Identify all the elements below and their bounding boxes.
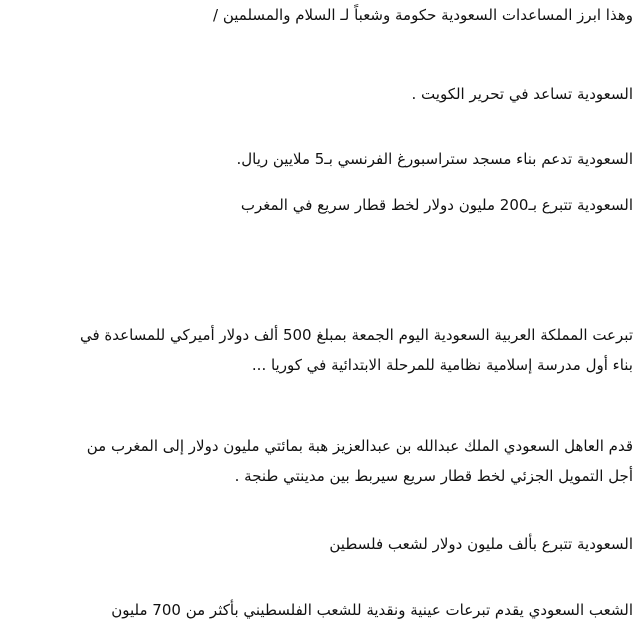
post-intro-line: وهذا ابرز المساعدات السعودية حكومة وشعباً لـ السلام والمسلمين / <box>213 6 633 24</box>
post-line-morocco-train: السعودية تتبرع بـ200 مليون دولار لخط قطار سريع في المغرب <box>240 196 633 214</box>
post-line-king-abdullah-1: قدم العاهل السعودي الملك عبدالله بن عبدالعزيز هبة بمائتي مليون دولار إلى المغرب من <box>86 437 633 455</box>
post-line-korea-school-1: تبرعت المملكة العربية السعودية اليوم الجمعة بمبلغ 500 ألف دولار أميركي للمساعدة في <box>79 326 633 344</box>
post-line-strasbourg-mosque: السعودية تدعم بناء مسجد ستراسبورغ الفرنسي بـ5 ملايين ريال. <box>236 150 633 168</box>
post-line-palestine-donation: السعودية تتبرع بألف مليون دولار لشعب فلسطين <box>329 535 633 553</box>
post-line-korea-school-2: بناء أول مدرسة إسلامية نظامية للمرحلة الابتدائية في كوريا ... <box>251 356 633 374</box>
post-line-kuwait: السعودية تساعد في تحرير الكويت . <box>411 85 633 103</box>
post-line-saudi-people-donation: الشعب السعودي يقدم تبرعات عينية ونقدية للشعب الفلسطيني بأكثر من 700 مليون <box>111 601 633 619</box>
post-line-king-abdullah-2: أجل التمويل الجزئي لخط قطار سريع سيربط بين مدينتي طنجة . <box>234 467 633 485</box>
